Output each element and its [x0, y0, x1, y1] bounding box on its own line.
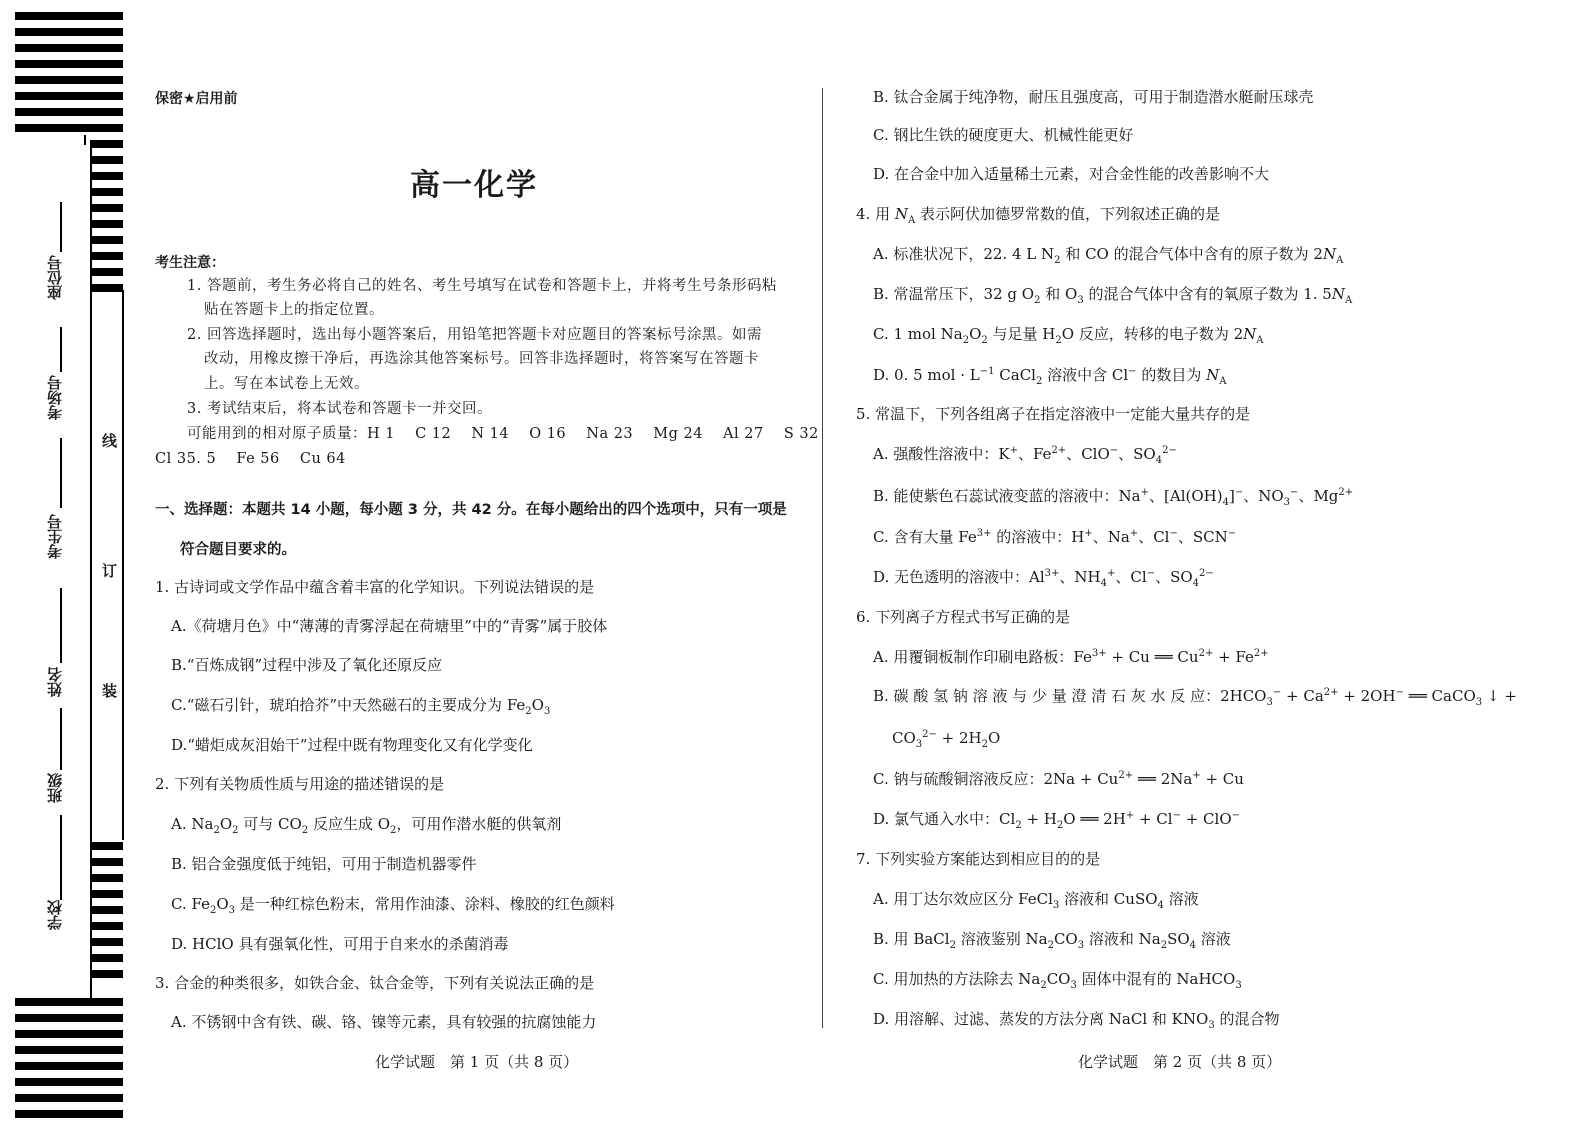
question-5-option-b: B. 能使紫色石蕊试液变蓝的溶液中：Na+、$[Al(OH)_4]^-$、$NO_3^-$、$Mg^{2+}$	[873, 487, 1354, 508]
atomic-masses-line-1: 可能用到的相对原子质量：H 1 C 12 N 14 O 16 Na 23 Mg 24 Al 27 S 32	[187, 426, 819, 442]
question-4-stem: 4. 用 $N_A$ 表示阿伏加德罗常数的值，下列叙述正确的是	[856, 205, 1220, 226]
question-1-stem: 1. 古诗词或文学作品中蕴含着丰富的化学知识。下列说法错误的是	[155, 578, 595, 596]
notice-item-1-line-2: 贴在答题卡上的指定位置。	[204, 302, 384, 318]
seat-number-label: 座位号	[46, 255, 64, 300]
question-1-option-a: A.《荷塘月色》中“薄薄的青雾浮起在荷塘里”中的“青雾”属于胶体	[171, 617, 608, 635]
question-6-option-a: A. 用覆铜板制作印刷电路板：$Fe^{3+} + Cu$ ══ $Cu^{2+} + Fe^{2+}$	[873, 648, 1269, 666]
question-4-option-c: C. 1 mol $Na_2O_2$ 与足量 $H_2O$ 反应，转移的电子数为 $2N_A$	[873, 325, 1264, 346]
notice-heading: 考生注意：	[155, 255, 225, 271]
question-7-option-a: A. 用丁达尔效应区分 FeCl$_3$ 溶液和 CuSO$_4$ 溶液	[873, 890, 1199, 911]
exam-room-label: 考场号	[46, 375, 64, 420]
question-5-option-d: D. 无色透明的溶液中：$Al^{3+}$、$NH_4^+$、Cl−、$SO_4^{2-}$	[873, 568, 1214, 589]
class-label: 班级	[46, 773, 64, 803]
name-label: 姓名	[46, 667, 64, 697]
page-footer-right: 化学试题 第 2 页（共 8 页）	[1078, 1053, 1282, 1071]
question-3-option-b: B. 钛合金属于纯净物，耐压且强度高，可用于制造潜水艇耐压球壳	[873, 88, 1314, 106]
school-label: 学校	[46, 900, 64, 930]
question-5-option-a: A. 强酸性溶液中：K+、$Fe^{2+}$、ClO−、$SO_4^{2-}$	[873, 445, 1177, 466]
question-4-option-b: B. 常温常压下，32 g $O_2$ 和 $O_3$ 的混合气体中含有的氧原子数为 1. $5N_A$	[873, 285, 1353, 306]
notice-item-2-line-3: 上。写在本试卷上无效。	[204, 376, 369, 392]
question-1-option-d: D.“蜡炬成灰泪始干”过程中既有物理变化又有化学变化	[171, 736, 533, 754]
section-heading-line-1: 一、选择题：本题共 14 小题，每小题 3 分，共 42 分。在每小题给出的四个选项中，只有一项是	[155, 502, 787, 518]
question-3-option-c: C. 钢比生铁的硬度更大、机械性能更好	[873, 126, 1134, 144]
question-6-option-d: D. 氯气通入水中：$Cl_2 + H_2O$ ══ 2H+ + Cl− + ClO−	[873, 810, 1241, 831]
section-heading-line-2: 符合题目要求的。	[180, 542, 296, 558]
question-7-stem: 7. 下列实验方案能达到相应目的的是	[856, 850, 1101, 868]
question-1-option-b: B.“百炼成钢”过程中涉及了氧化还原反应	[171, 656, 443, 674]
question-3-option-d: D. 在合金中加入适量稀土元素，对合金性能的改善影响不大	[873, 165, 1270, 183]
cut-line-word: 线	[102, 432, 118, 450]
question-2-stem: 2. 下列有关物质性质与用途的描述错误的是	[155, 775, 445, 793]
confidential-mark: 保密★启用前	[155, 91, 238, 107]
question-2-option-a: A. $Na_2O_2$ 可与 $CO_2$ 反应生成 $O_2$，可用作潜水艇的供氧剂	[171, 815, 562, 836]
question-3-option-a: A. 不锈钢中含有铁、碳、铬、镍等元素，具有较强的抗腐蚀能力	[171, 1013, 597, 1031]
question-7-option-b: B. 用 BaCl$_2$ 溶液鉴别 $Na_2CO_3$ 溶液和 $Na_2SO_4$ 溶液	[873, 930, 1231, 951]
notice-item-1-line-1: 1. 答题前，考生务必将自己的姓名、考生号填写在试卷和答题卡上，并将考生号条形码粘	[187, 278, 777, 294]
question-6-option-b-line-1: B. 碳 酸 氢 钠 溶 液 与 少 量 澄 清 石 灰 水 反 应：$2HCO_3^- + Ca^{2+} + 2OH^-$ ══ CaCO$_3$ ↓ +	[873, 687, 1517, 708]
question-4-option-a: A. 标准状况下，22. 4 L $N_2$ 和 CO 的混合气体中含有的原子数为 $2N_A$	[873, 245, 1344, 266]
question-7-option-c: C. 用加热的方法除去 $Na_2CO_3$ 固体中混有的 NaHCO$_3$	[873, 970, 1242, 991]
question-5-stem: 5. 常温下，下列各组离子在指定溶液中一定能大量共存的是	[856, 405, 1251, 423]
notice-item-2-line-2: 改动，用橡皮擦干净后，再选涂其他答案标号。回答非选择题时，将答案写在答题卡	[204, 351, 759, 367]
notice-item-2-line-1: 2. 回答选择题时，选出每小题答案后，用铅笔把答题卡对应题目的答案标号涂黑。如需	[187, 327, 762, 343]
cut-zhuang-word: 装	[102, 682, 118, 700]
question-6-option-b-line-2: $CO_3^{2-} + 2H_2O$	[892, 729, 1001, 750]
student-number-label: 考生号	[46, 514, 64, 559]
question-6-stem: 6. 下列离子方程式书写正确的是	[856, 608, 1071, 626]
question-2-option-b: B. 铝合金强度低于纯铝，可用于制造机器零件	[171, 855, 477, 873]
notice-item-3: 3. 考试结束后，将本试卷和答题卡一并交回。	[187, 401, 492, 417]
question-2-option-c: C. $Fe_2O_3$ 是一种红棕色粉末，常用作油漆、涂料、橡胶的红色颜料	[171, 895, 615, 916]
question-2-option-d: D. HClO 具有强氧化性，可用于自来水的杀菌消毒	[171, 935, 509, 953]
question-1-option-c: C.“磁石引针，琥珀拾芥”中天然磁石的主要成分为 $Fe_2O_3$	[171, 696, 551, 717]
cut-ding-word: 订	[102, 562, 118, 580]
question-6-option-c: C. 钠与硫酸铜溶液反应：$2Na + Cu^{2+}$ ══ 2Na+ + Cu	[873, 770, 1244, 788]
question-7-option-d: D. 用溶解、过滤、蒸发的方法分离 NaCl 和 $KNO_3$ 的混合物	[873, 1010, 1280, 1031]
atomic-masses-line-2: Cl 35. 5 Fe 56 Cu 64	[155, 451, 346, 467]
question-5-option-c: C. 含有大量 $Fe^{3+}$ 的溶液中：H+、Na+、Cl−、SCN−	[873, 528, 1237, 546]
question-3-stem: 3. 合金的种类很多，如铁合金、钛合金等，下列有关说法正确的是	[155, 974, 595, 992]
column-divider	[822, 88, 823, 1028]
question-4-option-d: D. 0. 5 mol · $L^{-1}$ CaCl$_2$ 溶液中含 Cl− 的数目为 $N_A$	[873, 366, 1227, 387]
page-footer-left: 化学试题 第 1 页（共 8 页）	[375, 1053, 579, 1071]
exam-title: 高一化学	[410, 168, 538, 203]
